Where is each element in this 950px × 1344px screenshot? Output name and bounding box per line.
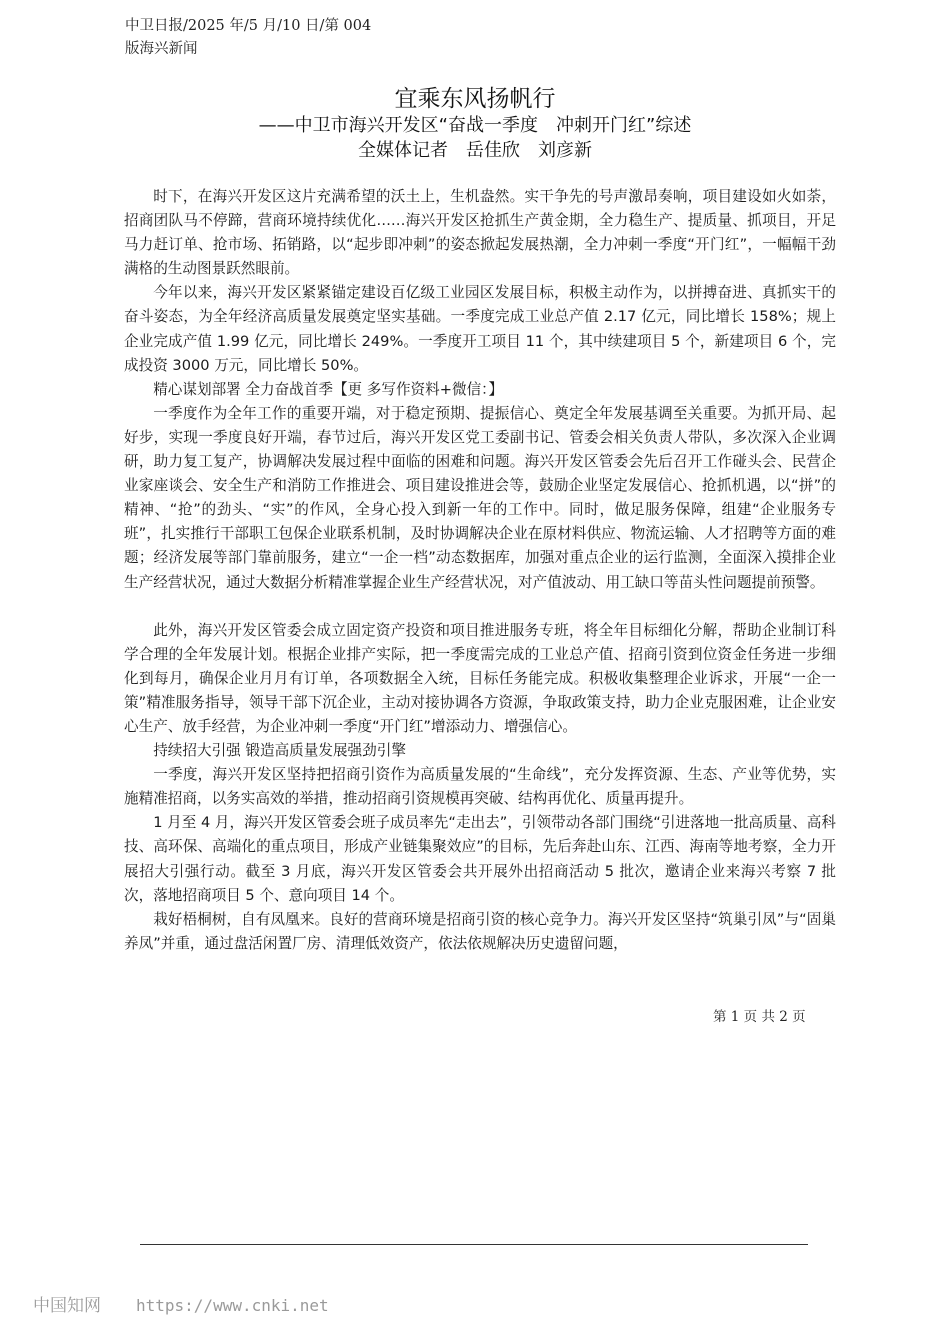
cnki-watermark-logo: 中国知网 xyxy=(33,1296,101,1316)
article-subtitle: ——中卫市海兴开发区“奋战一季度 冲刺开门红”综述 xyxy=(258,115,692,136)
page-counter: 第 1 页 共 2 页 xyxy=(713,1009,806,1025)
article-paragraph: 栽好梧桐树，自有凤凰来。良好的营商环境是招商引资的核心竞争力。海兴开发区坚持“筑巢引凤”与“固巢养凤”并重，通过盘活闲置厂房、清理低效资产，依法依规解决历史遗留问题， xyxy=(124,910,836,952)
section-heading: 精心谋划部署 全力奋战首季【更 多写作资料+微信：】 xyxy=(153,380,504,398)
article-title: 宜乘东风扬帆行 xyxy=(394,86,556,112)
section-heading: 持续招大引强 锻造高质量发展强劲引擎 xyxy=(153,742,406,760)
article-paragraph: 一季度作为全年工作的重要开端，对于稳定预期、提振信心、奠定全年发展基调至关重要。为抓开局、起好步，实现一季度良好开端，春节过后，海兴开发区党工委副书记、管委会相关负责人带队，多次深入企业调研，助力复工复产，协调解决发展过程中面临的困难和问题。海兴开发区管委会先后召开工作碰头会、民营企业家座谈会、安全生产和消防工作推进会、项目建设推进会等，鼓励企业坚定发展信心、抢抓机遇，以“拼”的精神、“抢”的劲头、“实”的作风，全身心投入到新一年的工作中。同时，做足服务保障，组建“企业服务专班”，扎实推行干部职工包保企业联系机制，及时协调解决企业在原材料供应、物流运输、人才招聘等方面的难题；经济发展等部门靠前服务，建立“一企一档”动态数据库，加强对重点企业的运行监测，全面深入摸排企业生产经营状况，通过大数据分析精准掌握企业生产经营状况，对产值波动、用工缺口等苗头性问题提前预警。 xyxy=(124,404,836,591)
footer-divider xyxy=(140,1244,808,1245)
article-paragraph: 时下，在海兴开发区这片充满希望的沃土上，生机盎然。实干争先的号声激昂奏响，项目建设如火如荼，招商团队马不停蹄，营商环境持续优化……海兴开发区抢抓生产黄金期，全力稳生产、提质量、抓项目，开足马力赶订单、抢市场、拓销路，以“起步即冲刺”的姿态掀起发展热潮，全力冲刺一季度“开门红”，一幅幅干劲满格的生动图景跃然眼前。 xyxy=(124,188,836,278)
article-body xyxy=(124,185,836,956)
article-byline: 全媒体记者 岳佳欣 刘彦新 xyxy=(358,140,592,161)
article-paragraph: 今年以来，海兴开发区紧紧锚定建设百亿级工业园区发展目标，积极主动作为，以拼搏奋进、真抓实干的奋斗姿态，为全年经济高质量发展奠定坚实基础。一季度完成工业总产值 2.17 亿元，同比增长 158%；规上企业完成产值 1.99 亿元，同比增长 249%。一季度开工项目 11 个，其中续建项目 5 个，新建项目 6 个，完成投资 3000 万元，同比增长 50%。 xyxy=(124,284,836,374)
article-paragraph: 一季度，海兴开发区坚持把招商引资作为高质量发展的“生命线”，充分发挥资源、生态、产业等优势，实施精准招商，以务实高效的举措，推动招商引资规模再突破、结构再优化、质量再提升。 xyxy=(124,766,836,808)
article-paragraph: 1 月至 4 月，海兴开发区管委会班子成员率先“走出去”，引领带动各部门围绕“引进落地一批高质量、高科技、高环保、高端化的重点项目，形成产业链集聚效应”的目标，先后奔赴山东、江西、海南等地考察，全力开展招大引强行动。截至 3 月底，海兴开发区管委会共开展外出招商活动 5 批次，邀请企业来海兴考察 7 批次，落地招商项目 5 个、意向项目 14 个。 xyxy=(124,814,836,904)
source-citation-line-2: 版海兴新闻 xyxy=(125,41,198,57)
source-citation-line-1: 中卫日报/2025 年/5 月/10 日/第 004 xyxy=(125,18,372,34)
article-paragraph: 此外，海兴开发区管委会成立固定资产投资和项目推进服务专班，将全年目标细化分解，帮助企业制订科学合理的全年发展计划。根据企业排产实际，把一季度需完成的工业总产值、招商引资到位资金任务进一步细化到每月，确保企业月月有订单，各项数据全入统，目标任务能完成。积极收集整理企业诉求，开展“一企一策”精准服务指导，领导干部下沉企业，主动对接协调各方资源，争取政策支持，助力企业克服困难，让企业安心生产、放手经营，为企业冲刺一季度“开门红”增添动力、增强信心。 xyxy=(124,621,836,735)
cnki-watermark-url: https://www.cnki.net xyxy=(136,1296,329,1315)
